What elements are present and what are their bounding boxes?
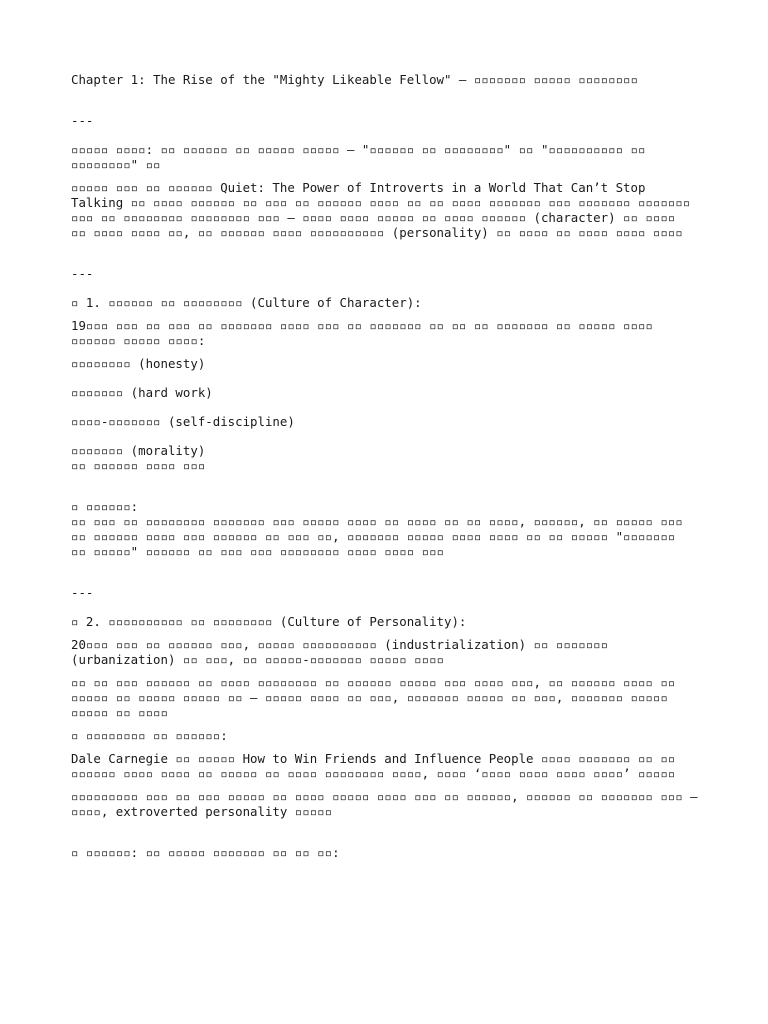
- separator: ---: [71, 266, 94, 281]
- value-item: ▫▫▫▫▫▫▫ (hard work): [71, 385, 213, 400]
- text-line: ▫▫▫▫▫▫▫▫▫ ▫▫▫ ▫▫ ▫▫▫ ▫▫▫▫▫ ▫▫ ▫▫▫▫ ▫▫▫▫▫ ▫▫▫▫ ▫▫▫ ▫▫ ▫▫▫▫▫▫, ▫▫▫▫▫▫ ▫▫ ▫▫▫▫▫▫▫ ▫▫▫ —: [71, 789, 698, 804]
- example-label: ▫ ▫▫▫▫▫▫:: [71, 499, 139, 514]
- separator: ---: [71, 585, 94, 600]
- chapter-title: Chapter 1: The Rise of the "Mighty Likeable Fellow" — ▫▫▫▫▫▫▫ ▫▫▫▫▫ ▫▫▫▫▫▫▫▫: [71, 72, 638, 87]
- text-line: ▫▫▫▫▫▫ ▫▫▫▫▫ ▫▫▫▫:: [71, 333, 206, 348]
- text-line: ▫▫ ▫▫▫▫▫▫ ▫▫▫▫ ▫▫▫ ▫▫▫▫▫▫ ▫▫ ▫▫▫ ▫▫, ▫▫▫▫▫▫▫ ▫▫▫▫▫ ▫▫▫▫ ▫▫▫▫ ▫▫ ▫▫ ▫▫▫▫▫ "▫▫▫▫▫▫▫: [71, 529, 676, 544]
- text-line: ▫▫ ▫▫▫ ▫▫ ▫▫▫▫▫▫▫▫ ▫▫▫▫▫▫▫ ▫▫▫ ▫▫▫▫▫ ▫▫▫▫ ▫▫ ▫▫▫▫ ▫▫ ▫▫ ▫▫▫▫, ▫▫▫▫▫▫, ▫▫ ▫▫▫▫▫ ▫▫▫: [71, 514, 683, 529]
- text-line: Talking ▫▫ ▫▫▫▫ ▫▫▫▫▫▫ ▫▫ ▫▫▫ ▫▫ ▫▫▫▫▫▫ ▫▫▫▫ ▫▫ ▫▫ ▫▫▫▫ ▫▫▫▫▫▫▫ ▫▫▫ ▫▫▫▫▫▫▫ ▫▫▫▫▫▫▫: [71, 195, 691, 210]
- separator: ---: [71, 113, 94, 128]
- book-paragraph: [71, 180, 708, 240]
- value-item: ▫▫▫▫▫▫▫▫ (honesty): [71, 356, 206, 371]
- value-item: ▫▫▫▫-▫▫▫▫▫▫▫ (self-discipline): [71, 414, 295, 429]
- text-line: 19▫▫▫ ▫▫▫ ▫▫ ▫▫▫ ▫▫ ▫▫▫▫▫▫▫ ▫▫▫▫ ▫▫▫ ▫▫ ▫▫▫▫▫▫▫ ▫▫ ▫▫ ▫▫ ▫▫▫▫▫▫▫ ▫▫ ▫▫▫▫▫ ▫▫▫▫: [71, 318, 653, 333]
- text-line: ▫▫▫▫▫ ▫▫▫▫: ▫▫ ▫▫▫▫▫▫ ▫▫ ▫▫▫▫▫ ▫▫▫▫▫ — "▫▫▫▫▫▫ ▫▫ ▫▫▫▫▫▫▫▫" ▫▫ "▫▫▫▫▫▫▫▫▫▫ ▫▫: [71, 142, 646, 157]
- text-line: ▫▫▫▫▫ ▫▫ ▫▫▫▫: [71, 705, 168, 720]
- text-line: 20▫▫▫ ▫▫▫ ▫▫ ▫▫▫▫▫▫ ▫▫▫, ▫▫▫▫▫ ▫▫▫▫▫▫▫▫▫▫ (industrialization) ▫▫ ▫▫▫▫▫▫▫: [71, 637, 609, 652]
- section-heading: ▫ 2. ▫▫▫▫▫▫▫▫▫▫ ▫▫ ▫▫▫▫▫▫▫▫ (Culture of Personality):: [71, 614, 467, 629]
- section-heading: ▫ 1. ▫▫▫▫▫▫ ▫▫ ▫▫▫▫▫▫▫▫ (Culture of Character):: [71, 295, 422, 310]
- text-line: ▫▫▫ ▫▫ ▫▫▫▫▫▫▫▫ ▫▫▫▫▫▫▫▫ ▫▫▫ — ▫▫▫▫ ▫▫▫▫ ▫▫▫▫▫ ▫▫ ▫▫▫▫ ▫▫▫▫▫▫ (character) ▫▫ ▫▫▫▫: [71, 210, 676, 225]
- carnegie-paragraph: [71, 751, 708, 781]
- text-line: ▫▫▫▫▫ ▫▫ ▫▫▫▫▫ ▫▫▫▫▫ ▫▫ — ▫▫▫▫▫ ▫▫▫▫ ▫▫ ▫▫▫, ▫▫▫▫▫▫▫ ▫▫▫▫▫ ▫▫ ▫▫▫, ▫▫▫▫▫▫▫ ▫▫▫▫▫: [71, 690, 668, 705]
- text-line: ▫▫▫▫▫▫▫▫" ▫▫: [71, 157, 161, 172]
- example-paragraph: [71, 514, 708, 559]
- text-line: ▫▫ ▫▫ ▫▫▫ ▫▫▫▫▫▫ ▫▫ ▫▫▫▫ ▫▫▫▫▫▫▫▫ ▫▫ ▫▫▫▫▫▫ ▫▫▫▫▫ ▫▫▫ ▫▫▫▫ ▫▫▫, ▫▫ ▫▫▫▫▫▫ ▫▫▫▫ ▫▫: [71, 675, 676, 690]
- section-1-intro: [71, 318, 708, 348]
- value-item: ▫▫▫▫▫▫▫ (morality): [71, 443, 206, 458]
- section-2-intro: [71, 637, 708, 667]
- text-line: ▫▫ ▫▫▫▫▫" ▫▫▫▫▫▫ ▫▫ ▫▫▫ ▫▫▫ ▫▫▫▫▫▫▫▫ ▫▫▫▫ ▫▫▫▫ ▫▫▫: [71, 544, 444, 559]
- intro-paragraph: [71, 142, 708, 172]
- note-label: ▫ ▫▫▫▫▫▫▫▫ ▫▫ ▫▫▫▫▫▫:: [71, 728, 228, 743]
- text-line: ▫▫▫▫, extroverted personality ▫▫▫▫▫: [71, 804, 333, 819]
- text-line: Dale Carnegie ▫▫ ▫▫▫▫▫ How to Win Friends and Influence People ▫▫▫▫ ▫▫▫▫▫▫▫ ▫▫ ▫▫: [71, 751, 676, 766]
- section-2-paragraph: [71, 675, 708, 720]
- example-label: ▫ ▫▫▫▫▫▫: ▫▫ ▫▫▫▫▫ ▫▫▫▫▫▫▫ ▫▫ ▫▫ ▫▫:: [71, 845, 340, 860]
- text-line: (urbanization) ▫▫ ▫▫▫, ▫▫ ▫▫▫▫▫-▫▫▫▫▫▫▫ ▫▫▫▫▫ ▫▫▫▫: [71, 652, 444, 667]
- text-line: ▫▫ ▫▫▫▫▫▫ ▫▫▫▫ ▫▫▫: [71, 458, 206, 473]
- text-line: ▫▫ ▫▫▫▫ ▫▫▫▫ ▫▫, ▫▫ ▫▫▫▫▫▫ ▫▫▫▫ ▫▫▫▫▫▫▫▫▫▫ (personality) ▫▫ ▫▫▫▫ ▫▫ ▫▫▫▫ ▫▫▫▫ ▫▫▫▫: [71, 225, 683, 240]
- text-line: ▫▫▫▫▫▫ ▫▫▫▫ ▫▫▫▫ ▫▫ ▫▫▫▫▫ ▫▫ ▫▫▫▫ ▫▫▫▫▫▫▫▫ ▫▫▫▫, ▫▫▫▫ ‘▫▫▫▫ ▫▫▫▫ ▫▫▫▫ ▫▫▫▫’ ▫▫▫▫▫: [71, 766, 676, 781]
- text-line: ▫▫▫▫▫ ▫▫▫ ▫▫ ▫▫▫▫▫▫ Quiet: The Power of Introverts in a World That Can’t Stop: [71, 180, 646, 195]
- ads-paragraph: [71, 789, 708, 819]
